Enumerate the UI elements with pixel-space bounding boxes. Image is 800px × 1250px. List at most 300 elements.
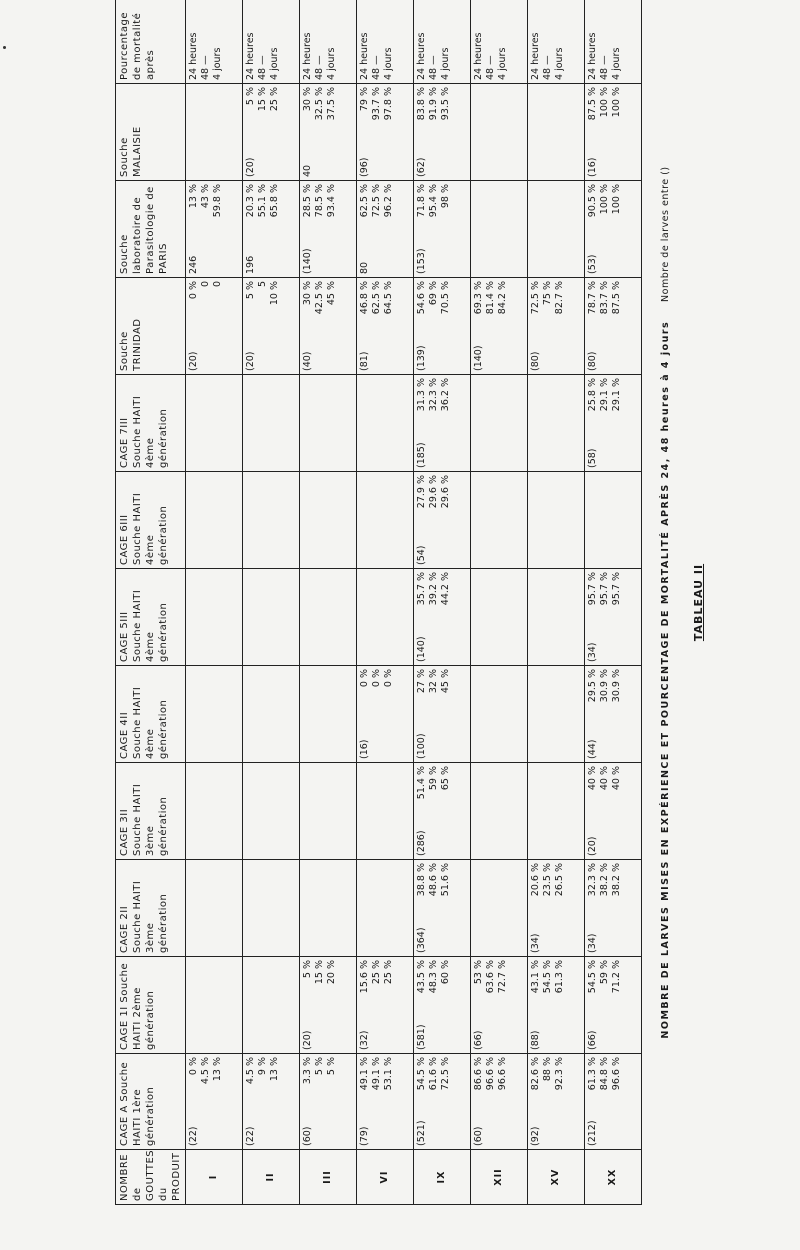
mortality-value: 49.1 % [359, 1057, 370, 1091]
table-cell [528, 181, 585, 278]
larvae-count: 246 [188, 255, 199, 274]
larvae-count: (44) [587, 739, 598, 759]
table-cell [357, 181, 414, 278]
mortality-values [473, 1057, 509, 1113]
mortality-value: 30.9 % [611, 669, 622, 703]
mortality-values [587, 572, 623, 629]
larvae-count: (16) [587, 157, 598, 177]
timepoint-label: 24 heures [473, 32, 484, 80]
mortality-values [416, 475, 452, 532]
mortality-values [359, 1057, 395, 1113]
table-cell [243, 569, 300, 666]
mortality-values [416, 1057, 452, 1113]
mortality-timepoints [471, 0, 528, 84]
mortality-value: 65.8 % [269, 184, 280, 218]
timepoint-label: 24 heures [530, 32, 541, 80]
mortality-value: 37.5 % [326, 87, 337, 121]
table-cell [528, 763, 585, 860]
larvae-count: (32) [359, 1030, 370, 1050]
table-cell [300, 472, 357, 569]
mortality-value: 82.6 % [530, 1057, 541, 1091]
table-cell [300, 278, 357, 375]
mortality-value: 78.5 % [314, 184, 325, 218]
larvae-count: (62) [416, 157, 427, 177]
mortality-values [302, 184, 338, 241]
table-cell [357, 375, 414, 472]
col-header-cage-7: CAGE 7III Souche HAITI 4ème génération [116, 375, 186, 472]
larvae-count: (40) [302, 351, 313, 371]
mortality-value: 64.5 % [383, 281, 394, 315]
mortality-value: 38.8 % [416, 863, 427, 897]
table-body [186, 0, 642, 1205]
mortality-value: 62.5 % [359, 184, 370, 218]
mortality-value: 44.2 % [440, 572, 451, 606]
table-cell [471, 860, 528, 957]
table-cell [414, 84, 471, 181]
mortality-value: 32.3 % [428, 378, 439, 412]
mortality-value: 5 % [245, 281, 256, 300]
timepoint-label: 4 jours [269, 47, 280, 80]
mortality-values [530, 960, 566, 1017]
larvae-count: (60) [302, 1126, 313, 1146]
table-cell [300, 860, 357, 957]
col-header-cage-1: CAGE 1I Souche HAITI 2ème génération [116, 957, 186, 1054]
table-cell [243, 278, 300, 375]
table-cell [471, 84, 528, 181]
mortality-value: 13 % [269, 1057, 280, 1082]
col-header-trinidad: Souche TRINIDAD [116, 278, 186, 375]
mortality-value: 28.5 % [302, 184, 313, 218]
mortality-value: 35.7 % [416, 572, 427, 606]
mortality-values [302, 1057, 338, 1113]
larvae-count: (34) [587, 642, 598, 662]
timepoint-label: 48 — [257, 55, 268, 80]
larvae-count: (212) [587, 1120, 598, 1146]
mortality-value: 0 % [359, 669, 370, 688]
tableau-label: TABLEAU II [692, 563, 705, 642]
timepoint-label: 4 jours [554, 47, 565, 80]
row-label: II [243, 1150, 300, 1205]
table-row [471, 0, 528, 1205]
table-row [243, 0, 300, 1205]
mortality-values [473, 960, 509, 1017]
table-cell [414, 181, 471, 278]
mortality-timepoints [186, 0, 243, 84]
mortality-value: 32.3 % [587, 863, 598, 897]
mortality-values [359, 960, 395, 1017]
table-cell [357, 569, 414, 666]
mortality-value: 0 [212, 281, 223, 288]
mortality-value: 40 % [611, 766, 622, 791]
mortality-value: 40 % [587, 766, 598, 791]
mortality-value: 72.5 % [371, 184, 382, 218]
mortality-value: 32 % [428, 669, 439, 694]
table-cell [243, 763, 300, 860]
mortality-value: 54.5 % [542, 960, 553, 994]
larvae-count: 80 [359, 261, 370, 274]
table-cell [471, 763, 528, 860]
mortality-value: 78.7 % [587, 281, 598, 315]
table-cell [471, 569, 528, 666]
mortality-value: 25 % [383, 960, 394, 985]
table-cell [243, 472, 300, 569]
mortality-value: 92.3 % [554, 1057, 565, 1091]
larvae-count: (60) [473, 1126, 484, 1146]
table-cell [243, 181, 300, 278]
mortality-values [359, 281, 395, 338]
table-cell [528, 569, 585, 666]
table-row [300, 0, 357, 1205]
mortality-value: 13 % [188, 184, 199, 209]
table-cell [243, 375, 300, 472]
mortality-timepoints [414, 0, 471, 84]
table-cell [300, 569, 357, 666]
larvae-count: (521) [416, 1120, 427, 1146]
mortality-value: 53 % [473, 960, 484, 985]
mortality-values [416, 87, 452, 144]
table-cell [357, 666, 414, 763]
mortality-value: 59.8 % [212, 184, 223, 218]
mortality-value: 54.5 % [587, 960, 598, 994]
mortality-value: 32.5 % [314, 87, 325, 121]
mortality-value: 72.5 % [530, 281, 541, 315]
mortality-timepoints [528, 0, 585, 84]
larvae-count: (34) [530, 933, 541, 953]
mortality-values [302, 87, 338, 144]
mortality-value: 49.1 % [371, 1057, 382, 1091]
table-cell [585, 666, 642, 763]
mortality-values [587, 1057, 623, 1113]
mortality-values [473, 281, 509, 338]
table-cell [186, 569, 243, 666]
timepoint-label: 48 — [200, 55, 211, 80]
timepoint-label: 4 jours [383, 47, 394, 80]
mortality-value: 31.3 % [416, 378, 427, 412]
timepoint-label: 48 — [599, 55, 610, 80]
table-cell [186, 278, 243, 375]
larvae-count: (20) [188, 351, 199, 371]
mortality-value: 65 % [440, 766, 451, 791]
mortality-values [416, 669, 452, 726]
table-cell [186, 666, 243, 763]
mortality-values [416, 863, 452, 920]
larvae-count: (286) [416, 830, 427, 856]
larvae-count: (20) [587, 836, 598, 856]
col-header-cage-4: CAGE 4II Souche HAITI 4ème génération [116, 666, 186, 763]
larvae-count: (139) [416, 345, 427, 371]
larvae-count: (16) [359, 739, 370, 759]
timepoint-label: 24 heures [245, 32, 256, 80]
mortality-values [587, 863, 623, 920]
table-cell [243, 1054, 300, 1150]
table-cell [300, 957, 357, 1054]
mortality-value: 72.5 % [440, 1057, 451, 1091]
mortality-value: 0 % [383, 669, 394, 688]
mortality-values [587, 87, 623, 144]
mortality-value: 38.2 % [611, 863, 622, 897]
table-cell [528, 666, 585, 763]
mortality-value: 4.5 % [200, 1057, 211, 1085]
table-cell [357, 763, 414, 860]
mortality-value: 75 % [542, 281, 553, 306]
table-cell [414, 375, 471, 472]
mortality-value: 59 % [428, 766, 439, 791]
col-header-cage-a: CAGE A Souche HAITI 1ère génération [116, 1054, 186, 1150]
mortality-values [188, 1057, 224, 1113]
mortality-value: 25 % [269, 87, 280, 112]
mortality-value: 100 % [611, 87, 622, 118]
mortality-value: 81.4 % [485, 281, 496, 315]
mortality-value: 87.5 % [611, 281, 622, 315]
mortality-value: 69 % [428, 281, 439, 306]
mortality-value: 0 [200, 281, 211, 288]
mortality-values [359, 87, 395, 144]
table-caption [660, 0, 671, 1205]
larvae-count: (20) [245, 351, 256, 371]
larvae-count: (153) [416, 248, 427, 274]
timepoint-label: 24 heures [302, 32, 313, 80]
mortality-value: 70.5 % [440, 281, 451, 315]
mortality-value: 43.1 % [530, 960, 541, 994]
timepoint-label: 4 jours [440, 47, 451, 80]
table-cell [414, 666, 471, 763]
table-cell [300, 763, 357, 860]
mortality-value: 38.2 % [599, 863, 610, 897]
timepoint-label: 4 jours [326, 47, 337, 80]
table-cell [186, 181, 243, 278]
table-row [186, 0, 243, 1205]
mortality-values [587, 281, 623, 338]
table-cell [585, 84, 642, 181]
row-label: XII [471, 1150, 528, 1205]
timepoint-label: 4 jours [212, 47, 223, 80]
table-cell [243, 860, 300, 957]
col-header-cage-5: CAGE 5III Souche HAITI 4ème génération [116, 569, 186, 666]
table-cell [528, 860, 585, 957]
larvae-count: (140) [302, 248, 313, 274]
table-cell [585, 860, 642, 957]
mortality-value: 72.7 % [497, 960, 508, 994]
table-row [414, 0, 471, 1205]
table-cell [585, 375, 642, 472]
col-header-produit: NOMBRE de GOUTTES du PRODUIT [116, 1150, 186, 1205]
table-cell [357, 860, 414, 957]
mortality-value: 30 % [302, 281, 313, 306]
table-cell [471, 472, 528, 569]
timepoint-label: 4 jours [611, 47, 622, 80]
col-header-cage-3: CAGE 3II Souche HAITI 3ème génération [116, 763, 186, 860]
mortality-value: 95.7 % [599, 572, 610, 606]
mortality-values [302, 960, 338, 1017]
larvae-count: (54) [416, 545, 427, 565]
row-label: III [300, 1150, 357, 1205]
table-cell [300, 375, 357, 472]
col-header-cage-2: CAGE 2II Souche HAITI 3ème génération [116, 860, 186, 957]
mortality-value: 30 % [302, 87, 313, 112]
mortality-timepoints [585, 0, 642, 84]
mortality-value: 45 % [440, 669, 451, 694]
table-cell [186, 84, 243, 181]
mortality-value: 27.9 % [416, 475, 427, 509]
mortality-value: 45 % [326, 281, 337, 306]
mortality-values [359, 669, 395, 726]
mortality-value: 30.9 % [599, 669, 610, 703]
timepoint-label: 24 heures [416, 32, 427, 80]
mortality-value: 96.2 % [383, 184, 394, 218]
mortality-value: 15 % [257, 87, 268, 112]
mortality-value: 83.7 % [599, 281, 610, 315]
mortality-value: 20 % [326, 960, 337, 985]
timepoint-label: 24 heures [359, 32, 370, 80]
results-table [115, 0, 642, 1205]
row-label: XV [528, 1150, 585, 1205]
larvae-count: (20) [245, 157, 256, 177]
row-label: IX [414, 1150, 471, 1205]
mortality-value: 55.1 % [257, 184, 268, 218]
timepoint-label: 24 heures [188, 32, 199, 80]
table-cell [585, 181, 642, 278]
mortality-values [302, 281, 338, 338]
table-cell [300, 84, 357, 181]
larvae-count: (80) [530, 351, 541, 371]
mortality-value: 5 % [314, 1057, 325, 1076]
table-cell [414, 763, 471, 860]
mortality-values [416, 766, 452, 823]
mortality-values [245, 1057, 281, 1113]
mortality-value: 29.6 % [440, 475, 451, 509]
table-cell [414, 1054, 471, 1150]
mortality-value: 43.5 % [416, 960, 427, 994]
table-cell [528, 472, 585, 569]
mortality-values [587, 378, 623, 435]
mortality-value: 82.7 % [554, 281, 565, 315]
mortality-value: 96.6 % [485, 1057, 496, 1091]
mortality-value: 62.5 % [371, 281, 382, 315]
mortality-value: 5 % [245, 87, 256, 106]
mortality-values [416, 572, 452, 629]
table-cell [357, 84, 414, 181]
mortality-value: 93.4 % [326, 184, 337, 218]
header-row [116, 0, 186, 1205]
mortality-value: 25.8 % [587, 378, 598, 412]
larvae-count: (80) [587, 351, 598, 371]
mortality-values [530, 281, 566, 338]
mortality-value: 20.6 % [530, 863, 541, 897]
mortality-value: 0 % [188, 1057, 199, 1076]
mortality-value: 88 % [542, 1057, 553, 1082]
mortality-value: 29.6 % [428, 475, 439, 509]
mortality-value: 71.8 % [416, 184, 427, 218]
larvae-count: (92) [530, 1126, 541, 1146]
table-cell [585, 957, 642, 1054]
timepoint-label: 48 — [485, 55, 496, 80]
mortality-value: 83.8 % [416, 87, 427, 121]
mortality-values [416, 184, 452, 241]
mortality-values [530, 863, 566, 920]
mortality-value: 40 % [599, 766, 610, 791]
table-cell [186, 860, 243, 957]
table-cell [528, 1054, 585, 1150]
timepoint-label: 48 — [371, 55, 382, 80]
table-cell [357, 957, 414, 1054]
mortality-values [359, 184, 395, 241]
larvae-count: (34) [587, 933, 598, 953]
table-cell [471, 1054, 528, 1150]
mortality-value: 46.8 % [359, 281, 370, 315]
timepoint-label: 24 heures [587, 32, 598, 80]
table-cell [528, 278, 585, 375]
mortality-value: 54.6 % [416, 281, 427, 315]
rotated-content [115, 0, 705, 1205]
mortality-timepoints [243, 0, 300, 84]
mortality-values [530, 1057, 566, 1113]
timepoint-label: 48 — [542, 55, 553, 80]
mortality-value: 23.5 % [542, 863, 553, 897]
larvae-count: (22) [188, 1126, 199, 1146]
mortality-value: 96.6 % [611, 1057, 622, 1091]
mortality-timepoints [357, 0, 414, 84]
mortality-values [416, 960, 452, 1017]
larvae-count: (53) [587, 254, 598, 274]
mortality-values [245, 184, 281, 241]
mortality-value: 54.5 % [416, 1057, 427, 1091]
table-cell [528, 957, 585, 1054]
mortality-value: 0 % [188, 281, 199, 300]
mortality-value: 25 % [371, 960, 382, 985]
larvae-count: (81) [359, 351, 370, 371]
table-cell [414, 278, 471, 375]
table-cell [243, 666, 300, 763]
table-cell [300, 1054, 357, 1150]
table-cell [186, 763, 243, 860]
mortality-value: 20.3 % [245, 184, 256, 218]
larvae-count: (364) [416, 927, 427, 953]
table-cell [528, 375, 585, 472]
timepoint-label: 4 jours [497, 47, 508, 80]
table-cell [357, 1054, 414, 1150]
col-header-paris: Souche laboratoire de Parasitologie de PARIS [116, 181, 186, 278]
mortality-value: 87.5 % [587, 87, 598, 121]
table-cell [414, 569, 471, 666]
mortality-values [587, 960, 623, 1017]
table-cell [300, 666, 357, 763]
mortality-value: 86.6 % [473, 1057, 484, 1091]
mortality-value: 26.5 % [554, 863, 565, 897]
table-cell [243, 84, 300, 181]
mortality-value: 84.2 % [497, 281, 508, 315]
larvae-count: (100) [416, 733, 427, 759]
row-label: VI [357, 1150, 414, 1205]
mortality-value: 59 % [599, 960, 610, 985]
larvae-count: (58) [587, 448, 598, 468]
mortality-value: 53.1 % [383, 1057, 394, 1091]
table-cell [528, 84, 585, 181]
col-header-cage-6: CAGE 6III Souche HAITI 4ème génération [116, 472, 186, 569]
mortality-value: 79 % [359, 87, 370, 112]
table-cell [357, 278, 414, 375]
mortality-value: 29.5 % [587, 669, 598, 703]
table-cell [414, 860, 471, 957]
mortality-value: 63.6 % [485, 960, 496, 994]
table-title [692, 0, 705, 1205]
mortality-value: 29.1 % [611, 378, 622, 412]
table-cell [300, 181, 357, 278]
mortality-value: 0 % [371, 669, 382, 688]
table-cell [585, 472, 642, 569]
mortality-values [188, 281, 224, 338]
mortality-value: 61.3 % [587, 1057, 598, 1091]
table-cell [471, 375, 528, 472]
